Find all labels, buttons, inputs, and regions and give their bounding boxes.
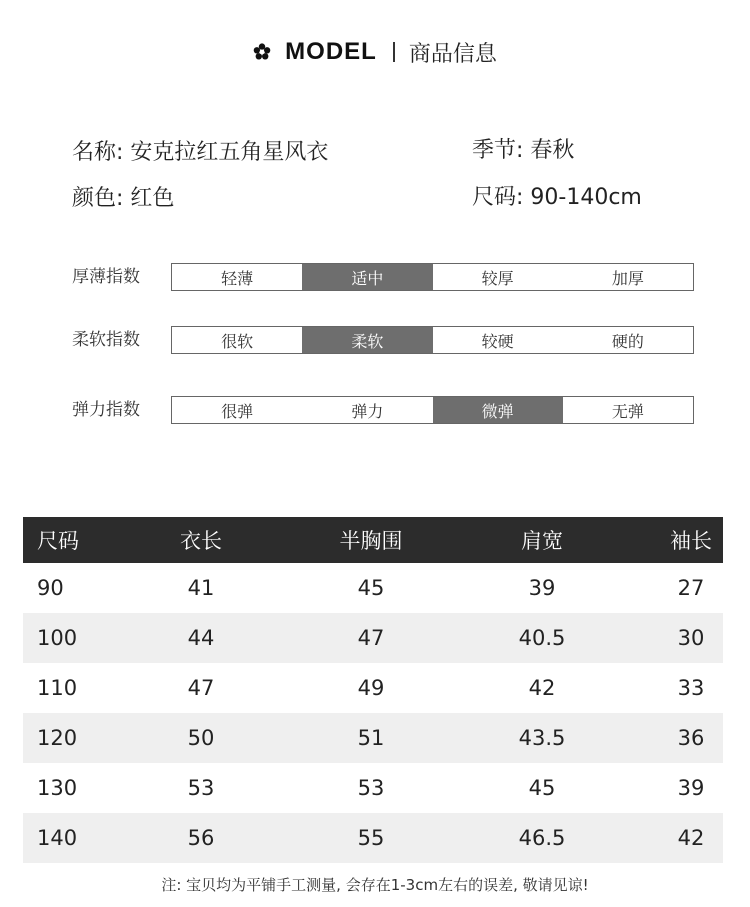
table-cell: 44 <box>187 626 215 650</box>
table-cell: 36 <box>677 726 705 750</box>
table-row <box>23 763 723 813</box>
table-cell: 53 <box>357 776 385 800</box>
table-cell: 46.5 <box>518 826 566 850</box>
table-row <box>23 713 723 763</box>
table-row <box>23 813 723 863</box>
table-header-cell: 袖长 <box>670 529 712 553</box>
table-cell: 50 <box>187 726 215 750</box>
product-name: 名称: 安克拉红五角星风衣 <box>72 140 329 165</box>
table-cell: 140 <box>37 826 78 850</box>
scale-option-selected: 适中 <box>302 264 432 290</box>
table-cell: 40.5 <box>518 626 566 650</box>
table-header-cell: 尺码 <box>37 529 79 553</box>
scale-option: 轻薄 <box>221 268 254 288</box>
title-divider <box>393 42 395 62</box>
table-header-cell: 衣长 <box>180 529 222 553</box>
scale-option: 较厚 <box>481 268 514 288</box>
table-cell: 39 <box>677 776 705 800</box>
scale-label: 厚薄指数 <box>72 267 140 287</box>
scale-option: 无弹 <box>611 401 644 421</box>
table-header-cell: 肩宽 <box>521 529 563 553</box>
table-cell: 49 <box>357 676 385 700</box>
table-cell: 47 <box>187 676 215 700</box>
scale-option: 弹力 <box>351 401 384 421</box>
scale-option: 硬的 <box>611 331 644 351</box>
page-title: MODEL <box>285 38 377 65</box>
scale-option: 较硬 <box>481 331 514 351</box>
table-cell: 100 <box>37 626 78 650</box>
table-header-cell: 半胸围 <box>339 529 403 553</box>
table-cell: 27 <box>677 576 705 600</box>
scale-option: 很弹 <box>221 401 254 421</box>
page-subtitle: 商品信息 <box>408 41 497 67</box>
table-cell: 130 <box>37 776 78 800</box>
measurement-note: 注: 宝贝均为平铺手工测量, 会存在1-3cm左右的误差, 敬请见谅! <box>161 876 589 894</box>
table-cell: 90 <box>37 576 64 600</box>
table-cell: 30 <box>677 626 705 650</box>
table-row <box>23 613 723 663</box>
table-cell: 45 <box>357 576 385 600</box>
table-cell: 42 <box>528 676 556 700</box>
scale-label: 柔软指数 <box>72 330 140 350</box>
table-cell: 55 <box>357 826 385 850</box>
table-cell: 39 <box>528 576 556 600</box>
product-size-range: 尺码: 90-140cm <box>472 185 642 210</box>
product-color: 颜色: 红色 <box>72 186 175 211</box>
scale-bar <box>171 396 694 424</box>
table-cell: 51 <box>357 726 385 750</box>
table-cell: 33 <box>677 676 705 700</box>
table-row <box>23 663 723 713</box>
scale-label: 弹力指数 <box>72 400 140 420</box>
table-cell: 110 <box>37 676 78 700</box>
table-cell: 43.5 <box>518 726 566 750</box>
scale-option: 加厚 <box>611 268 644 288</box>
scale-option-selected: 柔软 <box>302 327 432 353</box>
page-header <box>0 34 750 70</box>
product-season: 季节: 春秋 <box>472 138 575 163</box>
scale-option: 很软 <box>221 331 254 351</box>
scale-bar <box>171 326 694 354</box>
table-row <box>23 563 723 613</box>
table-cell: 42 <box>677 826 705 850</box>
table-cell: 53 <box>187 776 215 800</box>
scale-option-selected: 微弹 <box>433 397 563 423</box>
flower-icon <box>253 43 271 61</box>
size-table <box>23 517 723 863</box>
table-cell: 120 <box>37 726 78 750</box>
scale-bar <box>171 263 694 291</box>
table-header-row <box>23 517 723 563</box>
table-cell: 41 <box>187 576 215 600</box>
table-cell: 56 <box>187 826 215 850</box>
table-cell: 47 <box>357 626 385 650</box>
table-cell: 45 <box>528 776 556 800</box>
